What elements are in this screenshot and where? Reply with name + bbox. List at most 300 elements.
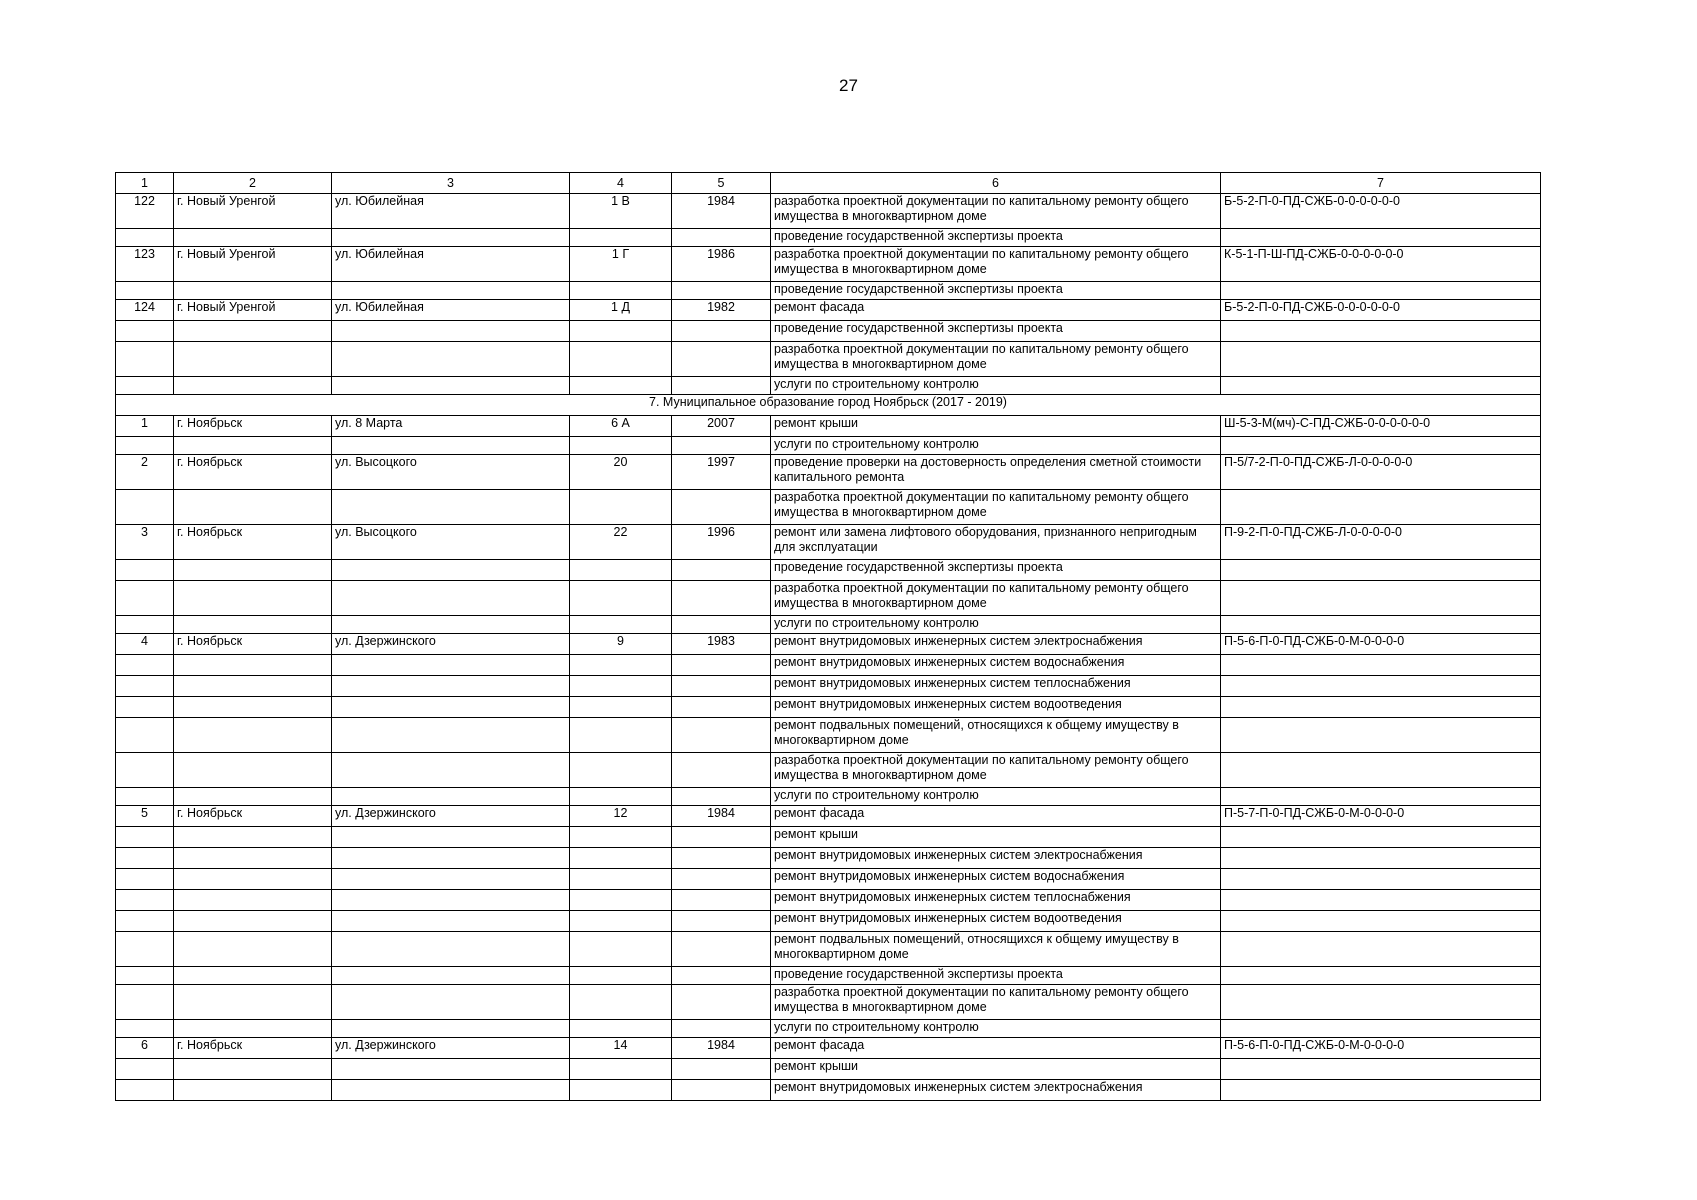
table-row [116,490,1541,525]
city-cell [174,676,332,697]
city-cell [174,890,332,911]
city-cell [174,788,332,806]
work-type-cell: разработка проектной документации по капитальному ремонту общего имущества в многоквартирном доме [771,490,1221,525]
house-number-cell: 9 [570,634,672,655]
build-year-cell: 1984 [672,1038,771,1059]
street-cell [332,788,570,806]
house-number-cell: 12 [570,806,672,827]
row-number-cell [116,616,174,634]
row-number-cell: 122 [116,194,174,229]
building-code-cell [1221,282,1541,300]
table-row [116,655,1541,676]
work-type-cell: проведение государственной экспертизы проекта [771,229,1221,247]
city-cell: г. Ноябрьск [174,455,332,490]
table-row [116,377,1541,395]
house-number-cell: 20 [570,455,672,490]
work-type-cell: разработка проектной документации по капитальному ремонту общего имущества в многоквартирном доме [771,194,1221,229]
house-number-cell [570,321,672,342]
city-cell: г. Ноябрьск [174,806,332,827]
work-type-cell: проведение государственной экспертизы проекта [771,282,1221,300]
city-cell [174,655,332,676]
build-year-cell [672,581,771,616]
row-number-cell [116,718,174,753]
work-type-cell: услуги по строительному контролю [771,1020,1221,1038]
build-year-cell: 1997 [672,455,771,490]
build-year-cell [672,676,771,697]
building-code-cell: Ш-5-3-М(мч)-С-ПД-СЖБ-0-0-0-0-0-0 [1221,416,1541,437]
table-row [116,525,1541,560]
row-number-cell [116,560,174,581]
work-type-cell: проведение государственной экспертизы проекта [771,560,1221,581]
street-cell [332,1059,570,1080]
table-row [116,1020,1541,1038]
house-number-cell [570,753,672,788]
build-year-cell [672,490,771,525]
row-number-cell: 124 [116,300,174,321]
building-code-cell [1221,788,1541,806]
city-cell: г. Ноябрьск [174,525,332,560]
building-code-cell [1221,581,1541,616]
house-number-cell [570,1059,672,1080]
house-number-cell: 1 В [570,194,672,229]
table-row [116,1059,1541,1080]
building-code-cell [1221,753,1541,788]
table-row [116,1038,1541,1059]
street-cell [332,911,570,932]
house-number-cell [570,490,672,525]
work-type-cell: ремонт внутридомовых инженерных систем электроснабжения [771,848,1221,869]
work-type-cell: услуги по строительному контролю [771,377,1221,395]
column-number-row [116,173,1541,194]
house-number-cell: 1 Г [570,247,672,282]
row-number-cell [116,282,174,300]
street-cell [332,229,570,247]
work-type-cell: ремонт внутридомовых инженерных систем водоотведения [771,911,1221,932]
city-cell: г. Ноябрьск [174,1038,332,1059]
city-cell [174,1020,332,1038]
table-row [116,806,1541,827]
work-type-cell: разработка проектной документации по капитальному ремонту общего имущества в многоквартирном доме [771,753,1221,788]
city-cell: г. Новый Уренгой [174,247,332,282]
building-code-cell [1221,655,1541,676]
work-type-cell: проведение государственной экспертизы проекта [771,967,1221,985]
street-cell: ул. Юбилейная [332,194,570,229]
street-cell [332,1080,570,1101]
street-cell: ул. Юбилейная [332,300,570,321]
city-cell [174,911,332,932]
section-row [116,395,1541,416]
city-cell [174,753,332,788]
column-number: 2 [174,173,332,194]
table-row [116,194,1541,229]
city-cell [174,321,332,342]
table-row [116,437,1541,455]
street-cell [332,932,570,967]
street-cell [332,848,570,869]
table-row [116,718,1541,753]
building-code-cell [1221,676,1541,697]
house-number-cell [570,437,672,455]
table-row [116,634,1541,655]
house-number-cell [570,985,672,1020]
build-year-cell [672,655,771,676]
row-number-cell: 5 [116,806,174,827]
building-code-cell [1221,342,1541,377]
table-row [116,890,1541,911]
street-cell [332,282,570,300]
table-row [116,560,1541,581]
building-code-cell [1221,1020,1541,1038]
building-code-cell: П-5-6-П-0-ПД-СЖБ-0-М-0-0-0-0 [1221,1038,1541,1059]
table-row [116,788,1541,806]
column-number: 6 [771,173,1221,194]
build-year-cell: 1996 [672,525,771,560]
city-cell: г. Новый Уренгой [174,300,332,321]
city-cell [174,869,332,890]
street-cell [332,581,570,616]
work-type-cell: проведение государственной экспертизы проекта [771,321,1221,342]
row-number-cell [116,911,174,932]
row-number-cell: 3 [116,525,174,560]
section-title: 7. Муниципальное образование город Ноябрьск (2017 - 2019) [116,395,1541,416]
work-type-cell: ремонт внутридомовых инженерных систем теплоснабжения [771,676,1221,697]
column-number: 3 [332,173,570,194]
table-row [116,869,1541,890]
table-row [116,848,1541,869]
building-code-cell [1221,932,1541,967]
work-type-cell: разработка проектной документации по капитальному ремонту общего имущества в многоквартирном доме [771,985,1221,1020]
building-code-cell [1221,377,1541,395]
building-code-cell: П-9-2-П-0-ПД-СЖБ-Л-0-0-0-0-0 [1221,525,1541,560]
city-cell [174,1080,332,1101]
city-cell [174,985,332,1020]
row-number-cell [116,869,174,890]
build-year-cell [672,1020,771,1038]
row-number-cell [116,788,174,806]
street-cell [332,342,570,377]
row-number-cell [116,827,174,848]
column-number: 4 [570,173,672,194]
work-type-cell: ремонт внутридомовых инженерных систем водоснабжения [771,869,1221,890]
street-cell [332,985,570,1020]
row-number-cell [116,377,174,395]
work-type-cell: ремонт фасада [771,300,1221,321]
build-year-cell [672,616,771,634]
house-number-cell [570,718,672,753]
build-year-cell: 1984 [672,194,771,229]
build-year-cell [672,321,771,342]
build-year-cell [672,890,771,911]
building-code-cell [1221,437,1541,455]
work-type-cell: ремонт внутридомовых инженерных систем водоотведения [771,697,1221,718]
work-type-cell: ремонт внутридомовых инженерных систем теплоснабжения [771,890,1221,911]
house-number-cell [570,676,672,697]
building-code-cell: К-5-1-П-Ш-ПД-СЖБ-0-0-0-0-0-0 [1221,247,1541,282]
table-row [116,321,1541,342]
row-number-cell [116,490,174,525]
row-number-cell [116,1059,174,1080]
city-cell [174,1059,332,1080]
build-year-cell: 2007 [672,416,771,437]
row-number-cell [116,1020,174,1038]
work-type-cell: услуги по строительному контролю [771,437,1221,455]
house-number-cell [570,560,672,581]
build-year-cell: 1983 [672,634,771,655]
work-type-cell: услуги по строительному контролю [771,616,1221,634]
street-cell [332,616,570,634]
street-cell [332,890,570,911]
page-number: 27 [839,76,858,95]
row-number-cell [116,985,174,1020]
building-code-cell [1221,1080,1541,1101]
row-number-cell [116,655,174,676]
house-number-cell: 1 Д [570,300,672,321]
row-number-cell [116,848,174,869]
build-year-cell [672,1080,771,1101]
street-cell [332,321,570,342]
work-type-cell: ремонт подвальных помещений, относящихся к общему имуществу в многоквартирном доме [771,932,1221,967]
building-code-cell [1221,560,1541,581]
house-number-cell [570,932,672,967]
row-number-cell [116,932,174,967]
build-year-cell [672,788,771,806]
column-number: 1 [116,173,174,194]
house-number-cell [570,697,672,718]
build-year-cell [672,753,771,788]
city-cell [174,848,332,869]
city-cell: г. Ноябрьск [174,416,332,437]
building-code-cell [1221,229,1541,247]
build-year-cell: 1984 [672,806,771,827]
street-cell [332,676,570,697]
building-code-cell: Б-5-2-П-0-ПД-СЖБ-0-0-0-0-0-0 [1221,194,1541,229]
work-type-cell: ремонт крыши [771,1059,1221,1080]
work-type-cell: ремонт фасада [771,1038,1221,1059]
build-year-cell [672,967,771,985]
city-cell [174,342,332,377]
column-number: 5 [672,173,771,194]
street-cell [332,560,570,581]
street-cell: ул. Высоцкого [332,525,570,560]
table-row [116,676,1541,697]
street-cell: ул. Дзержинского [332,806,570,827]
build-year-cell [672,697,771,718]
table-row [116,697,1541,718]
table-row [116,753,1541,788]
row-number-cell [116,1080,174,1101]
city-cell [174,229,332,247]
city-cell [174,967,332,985]
house-number-cell [570,655,672,676]
building-code-cell [1221,890,1541,911]
house-number-cell [570,890,672,911]
table-row [116,581,1541,616]
table-row [116,247,1541,282]
street-cell [332,753,570,788]
work-type-cell: проведение проверки на достоверность определения сметной стоимости капитального ремонта [771,455,1221,490]
row-number-cell: 1 [116,416,174,437]
build-year-cell [672,827,771,848]
table-row [116,1080,1541,1101]
city-cell [174,490,332,525]
row-number-cell [116,581,174,616]
table-row [116,229,1541,247]
house-number-cell [570,788,672,806]
building-code-cell [1221,985,1541,1020]
street-cell: ул. Юбилейная [332,247,570,282]
work-type-cell: ремонт внутридомовых инженерных систем водоснабжения [771,655,1221,676]
house-number-cell [570,827,672,848]
house-number-cell: 14 [570,1038,672,1059]
building-code-cell: Б-5-2-П-0-ПД-СЖБ-0-0-0-0-0-0 [1221,300,1541,321]
house-number-cell [570,616,672,634]
house-number-cell [570,377,672,395]
building-code-cell: П-5-6-П-0-ПД-СЖБ-0-М-0-0-0-0 [1221,634,1541,655]
table-row [116,932,1541,967]
build-year-cell [672,342,771,377]
work-type-cell: разработка проектной документации по капитальному ремонту общего имущества в многоквартирном доме [771,247,1221,282]
city-cell [174,827,332,848]
build-year-cell [672,377,771,395]
building-code-cell [1221,490,1541,525]
work-type-cell: ремонт внутридомовых инженерных систем электроснабжения [771,1080,1221,1101]
street-cell [332,827,570,848]
row-number-cell: 4 [116,634,174,655]
building-code-cell [1221,967,1541,985]
house-number-cell [570,1080,672,1101]
city-cell [174,616,332,634]
build-year-cell [672,911,771,932]
city-cell [174,697,332,718]
building-code-cell [1221,321,1541,342]
build-year-cell [672,932,771,967]
build-year-cell [672,282,771,300]
work-type-cell: услуги по строительному контролю [771,788,1221,806]
house-number-cell [570,848,672,869]
build-year-cell [672,718,771,753]
building-code-cell [1221,697,1541,718]
work-type-cell: ремонт крыши [771,416,1221,437]
build-year-cell: 1986 [672,247,771,282]
house-number-cell [570,342,672,377]
house-number-cell: 22 [570,525,672,560]
work-type-cell: разработка проектной документации по капитальному ремонту общего имущества в многоквартирном доме [771,581,1221,616]
capital-repair-table [115,172,1541,1101]
street-cell [332,718,570,753]
work-type-cell: ремонт фасада [771,806,1221,827]
row-number-cell [116,890,174,911]
work-type-cell: ремонт крыши [771,827,1221,848]
city-cell [174,932,332,967]
build-year-cell [672,985,771,1020]
street-cell [332,967,570,985]
row-number-cell [116,229,174,247]
building-code-cell [1221,869,1541,890]
street-cell [332,377,570,395]
city-cell [174,581,332,616]
row-number-cell: 2 [116,455,174,490]
street-cell [332,869,570,890]
house-number-cell [570,967,672,985]
street-cell: ул. Высоцкого [332,455,570,490]
build-year-cell [672,437,771,455]
city-cell [174,437,332,455]
building-code-cell [1221,616,1541,634]
city-cell: г. Ноябрьск [174,634,332,655]
work-type-cell: ремонт или замена лифтового оборудования, признанного непригодным для эксплуатации [771,525,1221,560]
build-year-cell [672,869,771,890]
table-row [116,342,1541,377]
street-cell: ул. 8 Марта [332,416,570,437]
table-row [116,616,1541,634]
house-number-cell [570,581,672,616]
table-row [116,967,1541,985]
work-type-cell: ремонт подвальных помещений, относящихся к общему имуществу в многоквартирном доме [771,718,1221,753]
street-cell [332,697,570,718]
street-cell [332,1020,570,1038]
house-number-cell [570,282,672,300]
table-row [116,300,1541,321]
city-cell [174,718,332,753]
table-body [116,173,1541,1101]
build-year-cell [672,560,771,581]
table-row [116,282,1541,300]
build-year-cell [672,229,771,247]
street-cell [332,490,570,525]
street-cell: ул. Дзержинского [332,1038,570,1059]
build-year-cell [672,1059,771,1080]
street-cell [332,437,570,455]
work-type-cell: ремонт внутридомовых инженерных систем электроснабжения [771,634,1221,655]
house-number-cell: 6 А [570,416,672,437]
column-number: 7 [1221,173,1541,194]
row-number-cell [116,321,174,342]
building-code-cell [1221,1059,1541,1080]
row-number-cell [116,342,174,377]
row-number-cell [116,967,174,985]
house-number-cell [570,229,672,247]
building-code-cell [1221,911,1541,932]
row-number-cell [116,697,174,718]
city-cell [174,560,332,581]
building-code-cell: П-5/7-2-П-0-ПД-СЖБ-Л-0-0-0-0-0 [1221,455,1541,490]
table-row [116,827,1541,848]
building-code-cell: П-5-7-П-0-ПД-СЖБ-0-М-0-0-0-0 [1221,806,1541,827]
row-number-cell: 6 [116,1038,174,1059]
house-number-cell [570,911,672,932]
build-year-cell: 1982 [672,300,771,321]
work-type-cell: разработка проектной документации по капитальному ремонту общего имущества в многоквартирном доме [771,342,1221,377]
street-cell [332,655,570,676]
table-row [116,455,1541,490]
row-number-cell [116,437,174,455]
street-cell: ул. Дзержинского [332,634,570,655]
row-number-cell: 123 [116,247,174,282]
build-year-cell [672,848,771,869]
city-cell [174,282,332,300]
table-row [116,416,1541,437]
house-number-cell [570,1020,672,1038]
house-number-cell [570,869,672,890]
city-cell [174,377,332,395]
row-number-cell [116,753,174,788]
building-code-cell [1221,827,1541,848]
city-cell: г. Новый Уренгой [174,194,332,229]
building-code-cell [1221,718,1541,753]
row-number-cell [116,676,174,697]
table-row [116,911,1541,932]
building-code-cell [1221,848,1541,869]
